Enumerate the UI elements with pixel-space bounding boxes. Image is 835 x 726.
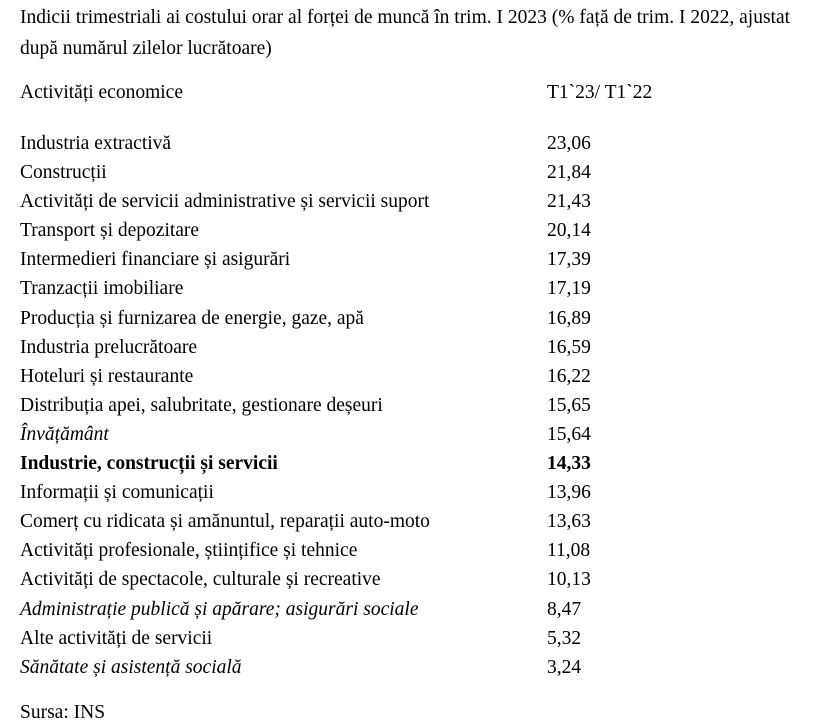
row-value: 23,06 <box>547 133 591 154</box>
table-row <box>20 364 820 393</box>
page-title: Indicii trimestriali ai costului orar al forței de muncă în trim. I 2023 (% față de trim. I 2022, ajustat după numărul zilelor lucrătoare) <box>20 7 791 59</box>
table-row <box>20 160 820 189</box>
row-activity: Informații și comunicații <box>20 482 214 504</box>
row-value: 16,22 <box>547 365 591 387</box>
row-value: 20,14 <box>547 220 591 242</box>
row-activity: Hoteluri și restaurante <box>20 365 194 387</box>
table-row <box>20 567 820 596</box>
row-activity: Industria prelucrătoare <box>20 336 198 358</box>
row-activity: Industria extractivă <box>20 133 172 154</box>
row-value: 15,65 <box>547 394 591 416</box>
table-row <box>20 597 820 626</box>
row-activity: Alte activități de servicii <box>20 627 213 649</box>
header-value: T1`23/ T1`22 <box>547 82 653 103</box>
row-activity: Tranzacții imobiliare <box>20 278 184 300</box>
table-row <box>20 189 820 218</box>
row-value: 3,24 <box>547 656 582 678</box>
source-note: Sursa: INS <box>20 702 106 723</box>
row-activity: Transport și depozitare <box>20 220 200 242</box>
row-activity: Activități de spectacole, culturale și recreative <box>20 569 381 591</box>
table-row <box>20 276 820 305</box>
table-header <box>20 82 820 108</box>
table-row <box>20 480 820 509</box>
row-value: 14,33 <box>547 453 591 475</box>
row-value: 16,59 <box>547 336 591 358</box>
row-activity: Activități de servicii administrative și servicii suport <box>20 191 430 213</box>
row-activity: Învățământ <box>20 423 109 445</box>
row-value: 17,19 <box>547 278 591 300</box>
row-value: 11,08 <box>547 540 591 562</box>
data-table <box>20 131 820 684</box>
row-activity: Producția și furnizarea de energie, gaze, apă <box>20 307 364 329</box>
row-activity: Intermedieri financiare și asigurări <box>20 249 291 271</box>
row-activity: Comerț cu ridicata și amănuntul, reparații auto-moto <box>20 511 430 533</box>
row-value: 17,39 <box>547 249 591 271</box>
table-row <box>20 335 820 364</box>
table-row <box>20 422 820 451</box>
table-row <box>20 306 820 335</box>
row-activity: Activități profesionale, științifice și tehnice <box>20 540 358 562</box>
row-activity: Administrație publică și apărare; asigurări sociale <box>20 598 419 620</box>
table-row <box>20 626 820 655</box>
row-value: 10,13 <box>547 569 591 591</box>
row-activity: Industrie, construcții și servicii <box>20 453 278 475</box>
row-value: 8,47 <box>547 598 582 620</box>
row-activity: Distribuția apei, salubritate, gestionare deșeuri <box>20 394 383 416</box>
table-row <box>20 218 820 247</box>
header-activity: Activități economice <box>20 82 183 103</box>
table-row <box>20 247 820 276</box>
table-row <box>20 131 820 160</box>
row-activity: Construcții <box>20 162 107 184</box>
row-value: 21,43 <box>547 191 591 213</box>
row-value: 16,89 <box>547 307 591 329</box>
table-row <box>20 393 820 422</box>
row-value: 5,32 <box>547 627 582 649</box>
table-row <box>20 509 820 538</box>
table-row <box>20 655 820 684</box>
row-value: 21,84 <box>547 162 591 184</box>
row-value: 15,64 <box>547 423 591 445</box>
row-value: 13,96 <box>547 482 591 504</box>
row-activity: Sănătate și asistență socială <box>20 656 242 678</box>
row-value: 13,63 <box>547 511 591 533</box>
table-row <box>20 451 820 480</box>
table-row <box>20 538 820 567</box>
